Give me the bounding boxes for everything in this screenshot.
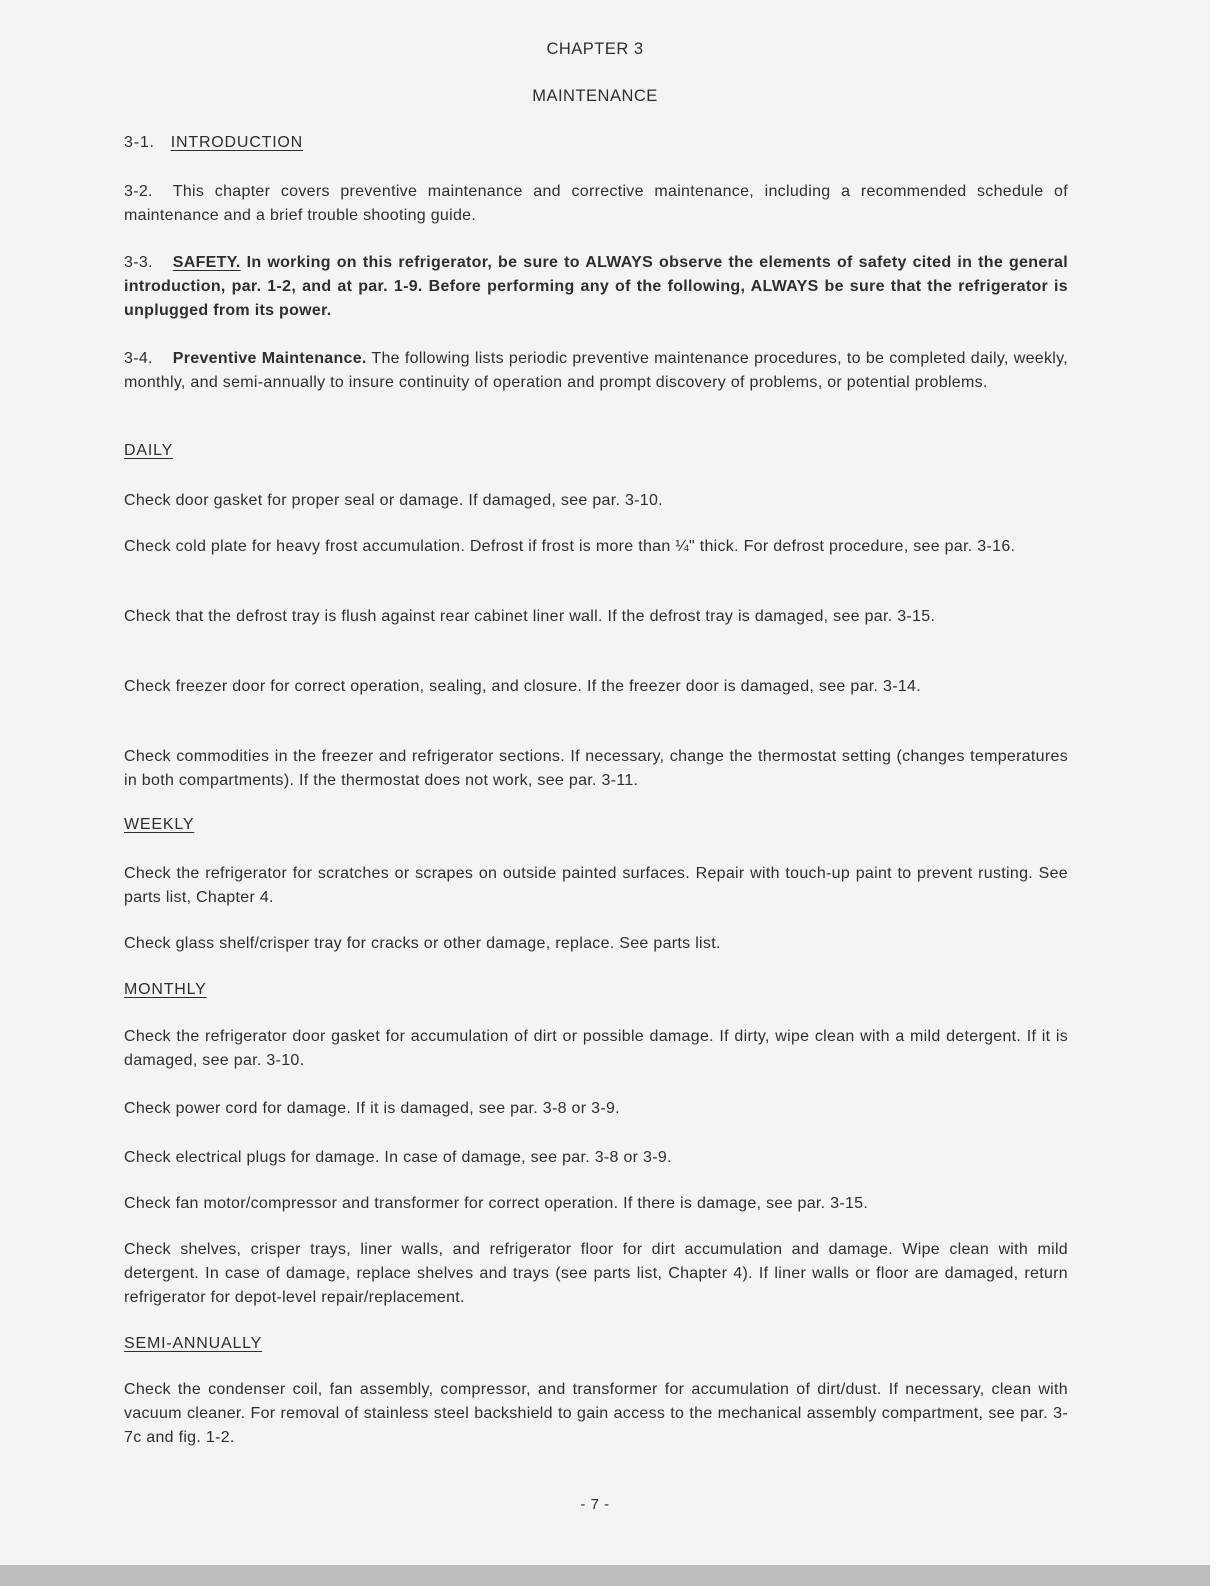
paragraph-3-2	[124, 180, 1068, 228]
heading-text: DAILY	[124, 442, 174, 459]
chapter-title: MAINTENANCE	[532, 87, 658, 105]
paragraph-3-3-safety	[124, 251, 1068, 323]
scan-edge-right	[1210, 0, 1225, 1586]
scan-edge-bottom	[0, 1565, 1210, 1586]
page-number: - 7 -	[580, 1496, 610, 1513]
daily-item: Check door gasket for proper seal or damage. If damaged, see par. 3-10.	[124, 492, 663, 509]
semi-annual-item: Check the condenser coil, fan assembly, compressor, and transformer for accumulation of dirt/dust. If necessary, clean with vacuum cleaner. For removal of stainless steel backshield to gain access to the mechanical assembly compartment, see par. 3-7c and fig. 1-2.	[124, 1381, 1068, 1446]
section-number: 3-1.	[124, 134, 155, 151]
paragraph-text: In working on this refrigerator, be sure to ALWAYS observe the elements of safety cited in the general introduction, par. 1-2, and at par. 1-9. Before performing any of the following, ALWAYS be sure that the refrigerator is unplugged from its power.	[124, 254, 1068, 319]
schedule-heading-monthly	[124, 981, 207, 999]
schedule-heading-weekly	[124, 816, 194, 834]
section-label: INTRODUCTION	[170, 134, 304, 151]
schedule-heading-semi-annually	[124, 1335, 262, 1353]
paragraph-number: 3-4.	[124, 350, 153, 367]
daily-item: Check cold plate for heavy frost accumulation. Defrost if frost is more than ¼" thick. For defrost procedure, see par. 3-16.	[124, 538, 1016, 555]
daily-item: Check that the defrost tray is flush against rear cabinet liner wall. If the defrost tray is damaged, see par. 3-15.	[124, 608, 936, 625]
paragraph-text: This chapter covers preventive maintenance and corrective maintenance, including a recommended schedule of maintenance and a brief trouble shooting guide.	[124, 183, 1068, 224]
schedule-heading-daily	[124, 442, 173, 460]
paragraph-number: 3-2.	[124, 183, 153, 200]
paragraph-3-4	[124, 347, 1068, 395]
daily-item: Check commodities in the freezer and refrigerator sections. If necessary, change the thermostat setting (changes temperatures in both compartments). If the thermostat does not work, see par. 3-11.	[124, 748, 1068, 789]
heading-text: SEMI-ANNUALLY	[124, 1335, 263, 1352]
monthly-item: Check the refrigerator door gasket for accumulation of dirt or possible damage. If dirty, wipe clean with a mild detergent. If it is damaged, see par. 3-10.	[124, 1028, 1068, 1069]
heading-text: WEEKLY	[124, 816, 195, 833]
weekly-item: Check glass shelf/crisper tray for cracks or other damage, replace. See parts list.	[124, 935, 721, 952]
monthly-item: Check power cord for damage. If it is damaged, see par. 3-8 or 3-9.	[124, 1100, 620, 1117]
monthly-item: Check fan motor/compressor and transformer for correct operation. If there is damage, see par. 3-15.	[124, 1195, 869, 1212]
monthly-item: Check shelves, crisper trays, liner walls, and refrigerator floor for dirt accumulation and damage. Wipe clean with mild detergent. In case of damage, replace shelves and trays (see parts list, Chapter 4). If liner walls or floor are damaged, return refrigerator for depot-level repair/replacement.	[124, 1241, 1068, 1306]
section-heading-introduction	[124, 134, 303, 152]
chapter-label: CHAPTER 3	[546, 40, 644, 58]
heading-text: MONTHLY	[124, 981, 207, 998]
paragraph-label: SAFETY.	[172, 254, 241, 271]
monthly-item: Check electrical plugs for damage. In case of damage, see par. 3-8 or 3-9.	[124, 1149, 672, 1166]
weekly-item: Check the refrigerator for scratches or scrapes on outside painted surfaces. Repair with touch-up paint to prevent rusting. See parts list, Chapter 4.	[124, 865, 1068, 906]
paragraph-text: The following lists periodic preventive maintenance procedures, to be completed daily, weekly, monthly, and semi-annually to insure continuity of operation and prompt discovery of problems, or potential problems.	[124, 350, 1068, 391]
paragraph-label: Preventive Maintenance.	[172, 350, 367, 367]
daily-item: Check freezer door for correct operation, sealing, and closure. If the freezer door is damaged, see par. 3-14.	[124, 678, 921, 695]
paragraph-number: 3-3.	[124, 254, 153, 271]
